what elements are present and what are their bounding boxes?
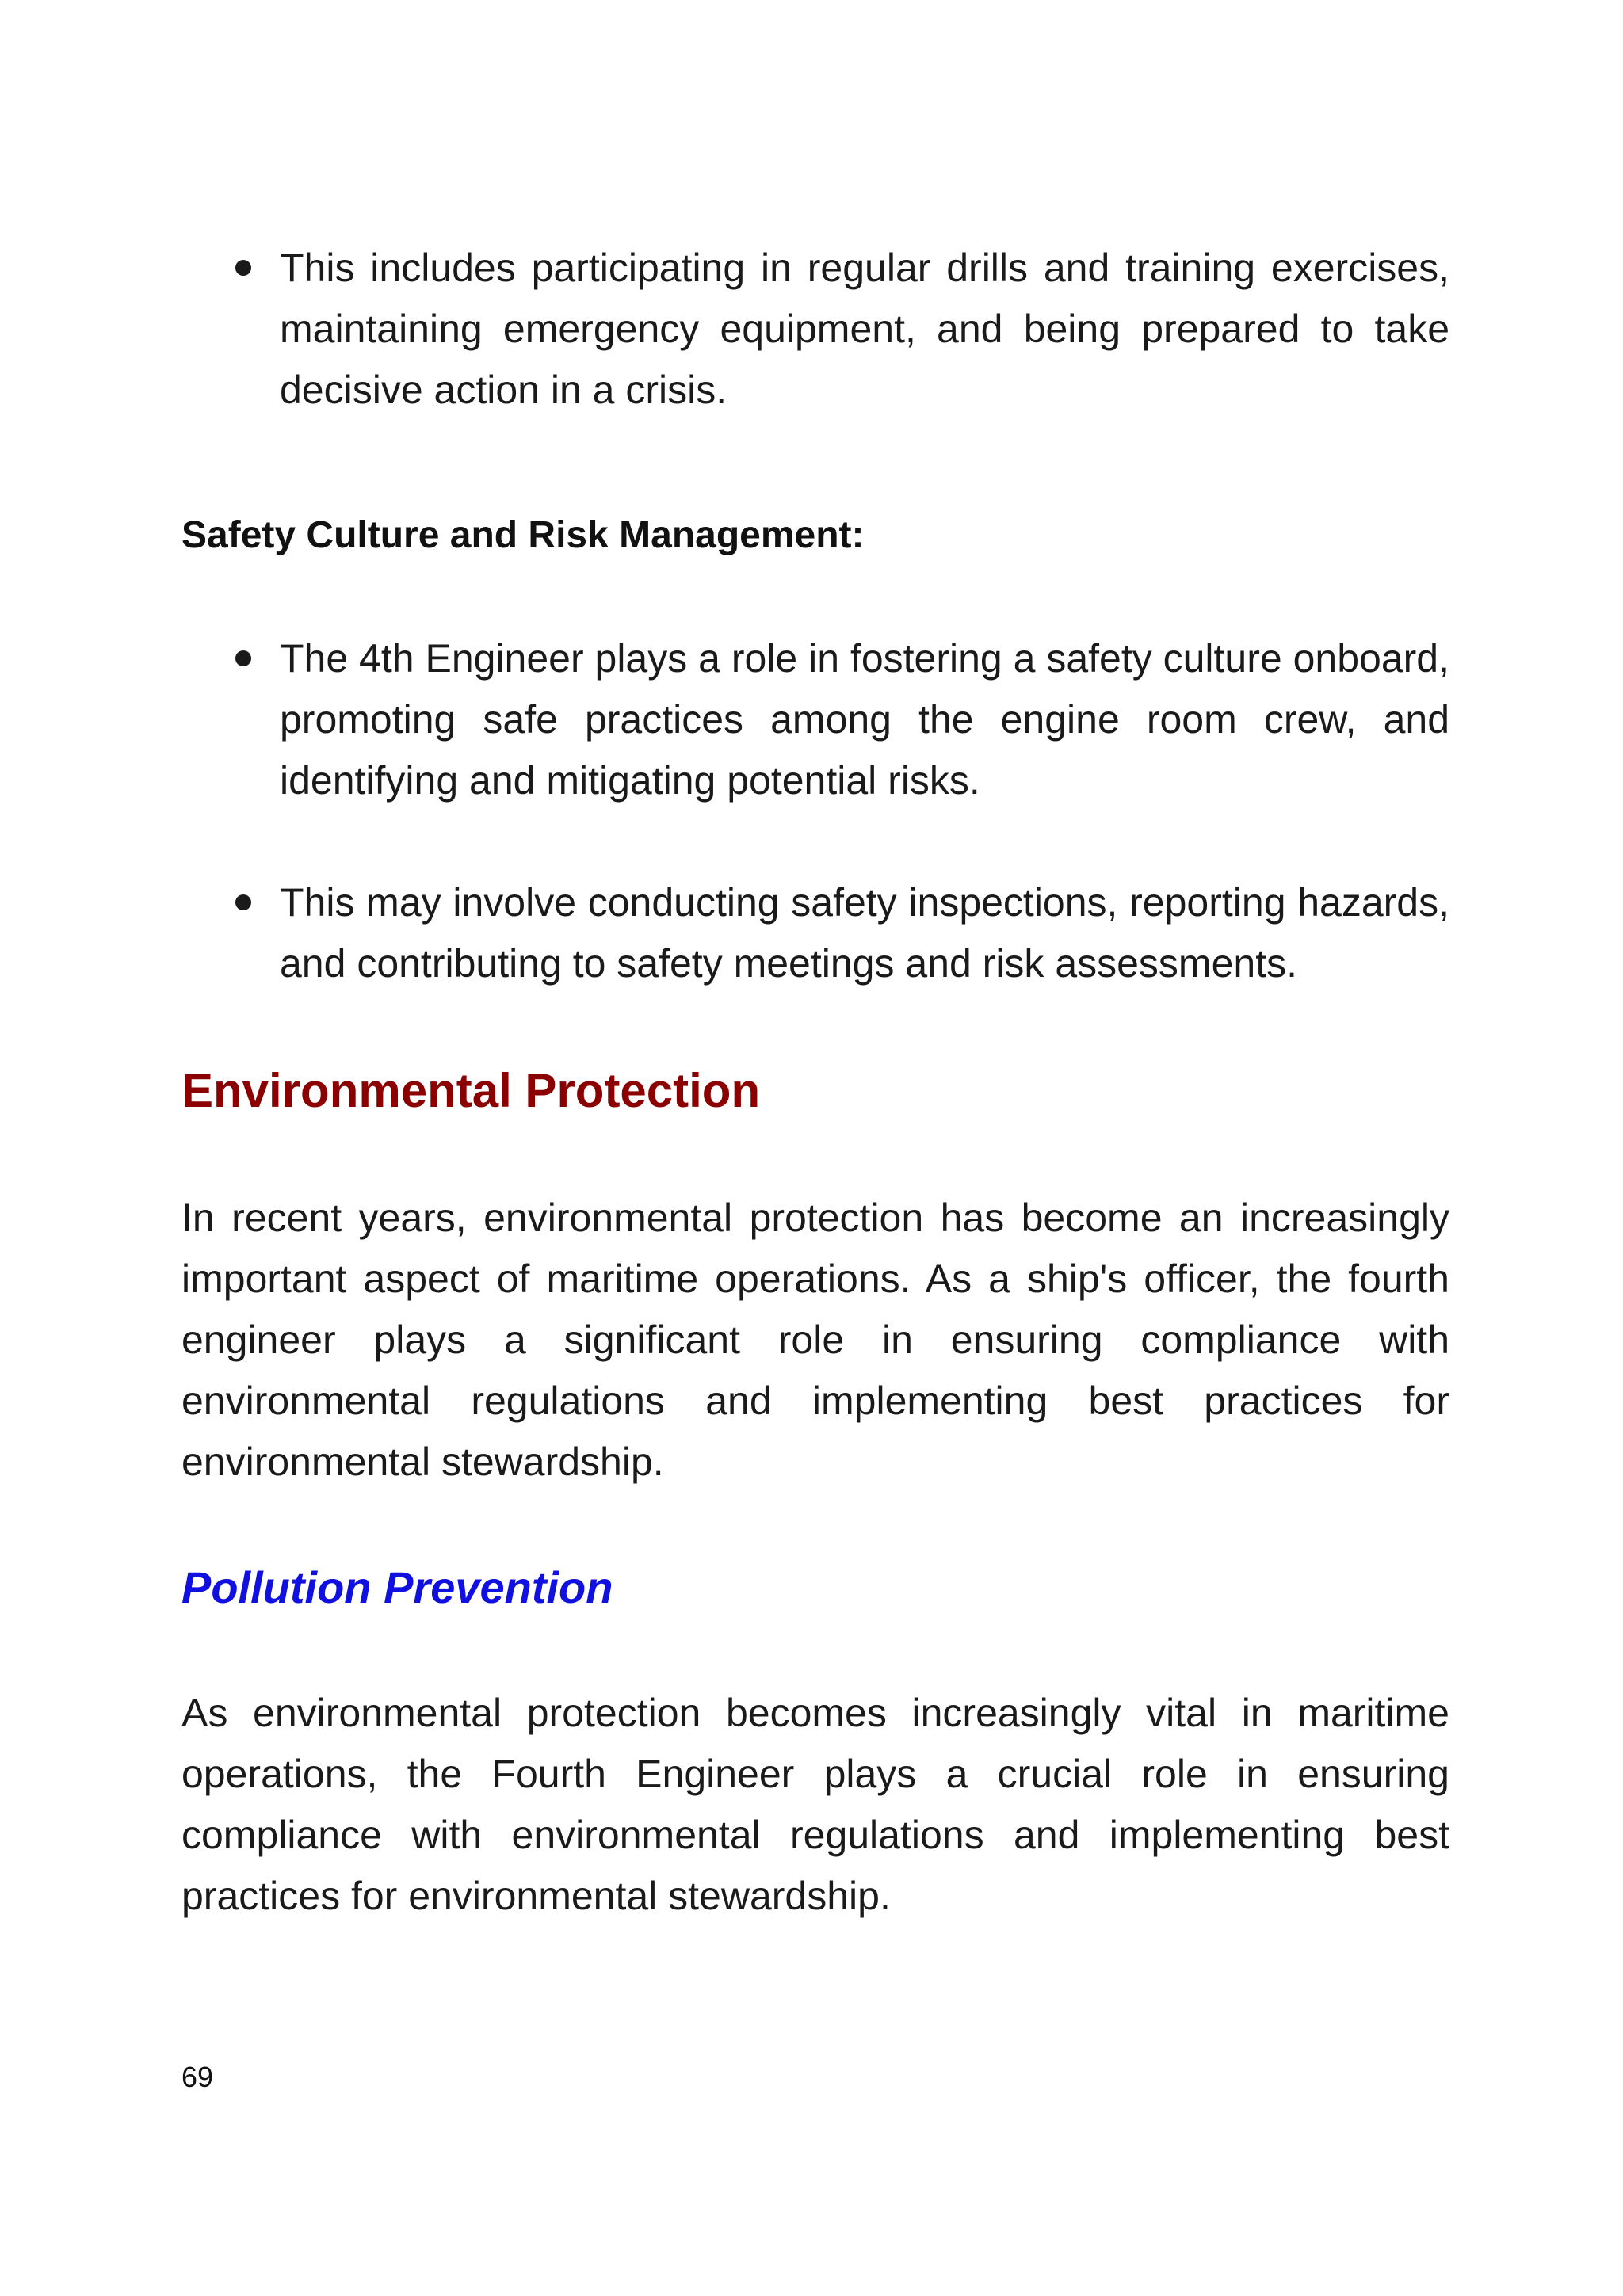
bullet-text: The 4th Engineer plays a role in fostering a safety culture onboard, promoting safe practices among the engine room crew, and identifying and mitigating potential risks. bbox=[280, 636, 1449, 803]
document-page bbox=[181, 238, 1449, 1927]
bullet-text: This includes participating in regular drills and training exercises, maintaining emergency equipment, and being prepared to take decisive action in a crisis. bbox=[280, 246, 1449, 412]
bullet-list-safety bbox=[181, 628, 1449, 994]
bullet-dot-icon bbox=[235, 260, 251, 276]
bullet-text: This may involve conducting safety inspections, reporting hazards, and contributing to safety meetings and risk assessments. bbox=[280, 880, 1449, 986]
list-item bbox=[181, 628, 1449, 811]
bullet-dot-icon bbox=[235, 650, 251, 666]
bullet-list-drills bbox=[181, 238, 1449, 421]
pollution-prevention-paragraph: As environmental protection becomes increasingly vital in maritime operations, the Fourth Engineer plays a crucial role in ensuring compliance with environmental regulations and implementing best practices for environmental stewardship. bbox=[181, 1691, 1449, 1918]
section-title-environmental-protection: Environmental Protection bbox=[181, 1064, 761, 1117]
page-number: 69 bbox=[181, 2061, 214, 2093]
list-item bbox=[181, 238, 1449, 421]
environmental-protection-paragraph: In recent years, environmental protection has become an increasingly important aspect of maritime operations. As a ship's officer, the fourth engineer plays a significant role in ensuring compliance with environmental regulations and implementing best practices for environmental stewardship. bbox=[181, 1196, 1449, 1484]
subsection-title-pollution-prevention: Pollution Prevention bbox=[181, 1562, 613, 1612]
list-item bbox=[181, 872, 1449, 994]
bullet-dot-icon bbox=[235, 894, 251, 910]
safety-culture-heading: Safety Culture and Risk Management: bbox=[181, 514, 865, 556]
